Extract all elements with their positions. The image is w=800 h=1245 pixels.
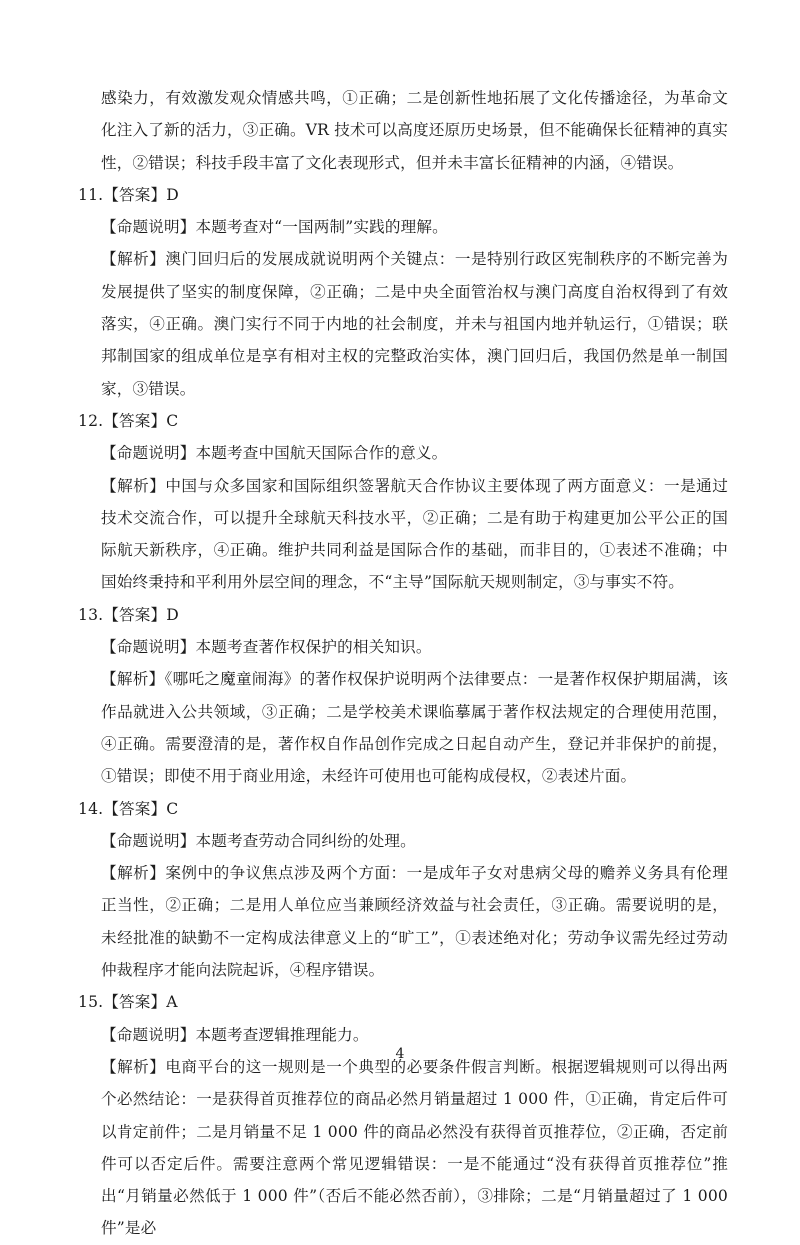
intro-paragraph: 感染力，有效激发观众情感共鸣，①正确；二是创新性地拓展了文化传播途径，为革命文化注入了新的活力，③正确。VR 技术可以高度还原历史场景，但不能确保长征精神的真实性，②错误；科技手段丰富了文化表现形式，但并未丰富长征精神的内涵，④错误。 [101,89,728,172]
question-15 [78,986,728,1244]
purpose-paragraph: 【命题说明】本题考查逻辑推理能力。 [101,1025,369,1044]
purpose-paragraph: 【命题说明】本题考查对“一国两制”实践的理解。 [101,218,448,237]
question-11 [78,179,728,405]
analysis-paragraph: 【解析】澳门回归后的发展成就说明两个关键点：一是特别行政区宪制秩序的不断完善为发展提供了坚实的制度保障，②正确；二是中央全面管治权与澳门高度自治权得到了有效落实，④正确。澳门实行不同于内地的社会制度，并未与祖国内地并轨运行，①错误；联邦制国家的组成单位是享有相对主权的完整政治实体，澳门回归后，我国仍然是单一制国家，③错误。 [101,250,728,398]
analysis-paragraph: 【解析】案例中的争议焦点涉及两个方面：一是成年子女对患病父母的赡养义务具有伦理正当性，②正确；二是用人单位应当兼顾经济效益与社会责任，③正确。需要说明的是，未经批准的缺勤不一定构成法律意义上的“旷工”，①表述绝对化；劳动争议需先经过劳动仲裁程序才能向法院起诉，④程序错误。 [101,864,728,980]
question-number: 15. [78,993,104,1012]
question-14 [78,793,728,987]
answer-line [78,405,728,437]
answer-text: 【答案】D [103,605,179,624]
page-content [78,82,728,1245]
question-12 [78,405,728,599]
answer-line [78,793,728,825]
answer-text: 【答案】C [103,799,179,818]
purpose-paragraph: 【命题说明】本题考查著作权保护的相关知识。 [101,638,432,657]
answer-line [78,986,728,1018]
answer-line [78,179,728,211]
analysis-paragraph: 【解析】电商平台的这一规则是一个典型的必要条件假言判断。根据逻辑规则可以得出两个必然结论：一是获得首页推荐位的商品必然月销量超过 1 000 件，①正确，肯定后件可以肯定前件；二是月销量不足 1 000 件的商品必然没有获得首页推荐位，②正确，否定前件可以否定后件。需要注意两个常见逻辑错误：一是不能通过“没有获得首页推荐位”推出“月销量必然低于 1 000 件”（否后不能必然否前），③排除；二是“月销量超过了 1 000 件”是必 [101,1057,728,1238]
answer-text: 【答案】D [103,185,179,204]
question-number: 14. [78,799,104,818]
question-number: 11. [78,185,104,204]
purpose-paragraph: 【命题说明】本题考查中国航天国际合作的意义。 [101,444,448,463]
answer-line [78,599,728,631]
answer-text: 【答案】A [103,993,178,1012]
question-number: 12. [78,411,104,430]
analysis-paragraph: 【解析】中国与众多国家和国际组织签署航天合作协议主要体现了两方面意义：一是通过技术交流合作，可以提升全球航天科技水平，②正确；二是有助于构建更加公平公正的国际航天新秩序，④正确。维护共同利益是国际合作的基础，而非目的，①表述不准确；中国始终秉持和平利用外层空间的理念，不“主导”国际航天规则制定，③与事实不符。 [101,476,728,592]
answer-text: 【答案】C [103,411,179,430]
page-number: 4 [395,1046,405,1062]
question-13 [78,599,728,793]
purpose-paragraph: 【命题说明】本题考查劳动合同纠纷的处理。 [101,831,416,850]
question-number: 13. [78,605,104,624]
analysis-paragraph: 【解析】《哪吒之魔童闹海》的著作权保护说明两个法律要点：一是著作权保护期届满，该作品就进入公共领域，③正确；二是学校美术课临摹属于著作权法规定的合理使用范围，④正确。需要澄清的是，著作权自作品创作完成之日起自动产生，登记并非保护的前提，①错误；即使不用于商业用途，未经许可使用也可能构成侵权，②表述片面。 [101,670,728,786]
